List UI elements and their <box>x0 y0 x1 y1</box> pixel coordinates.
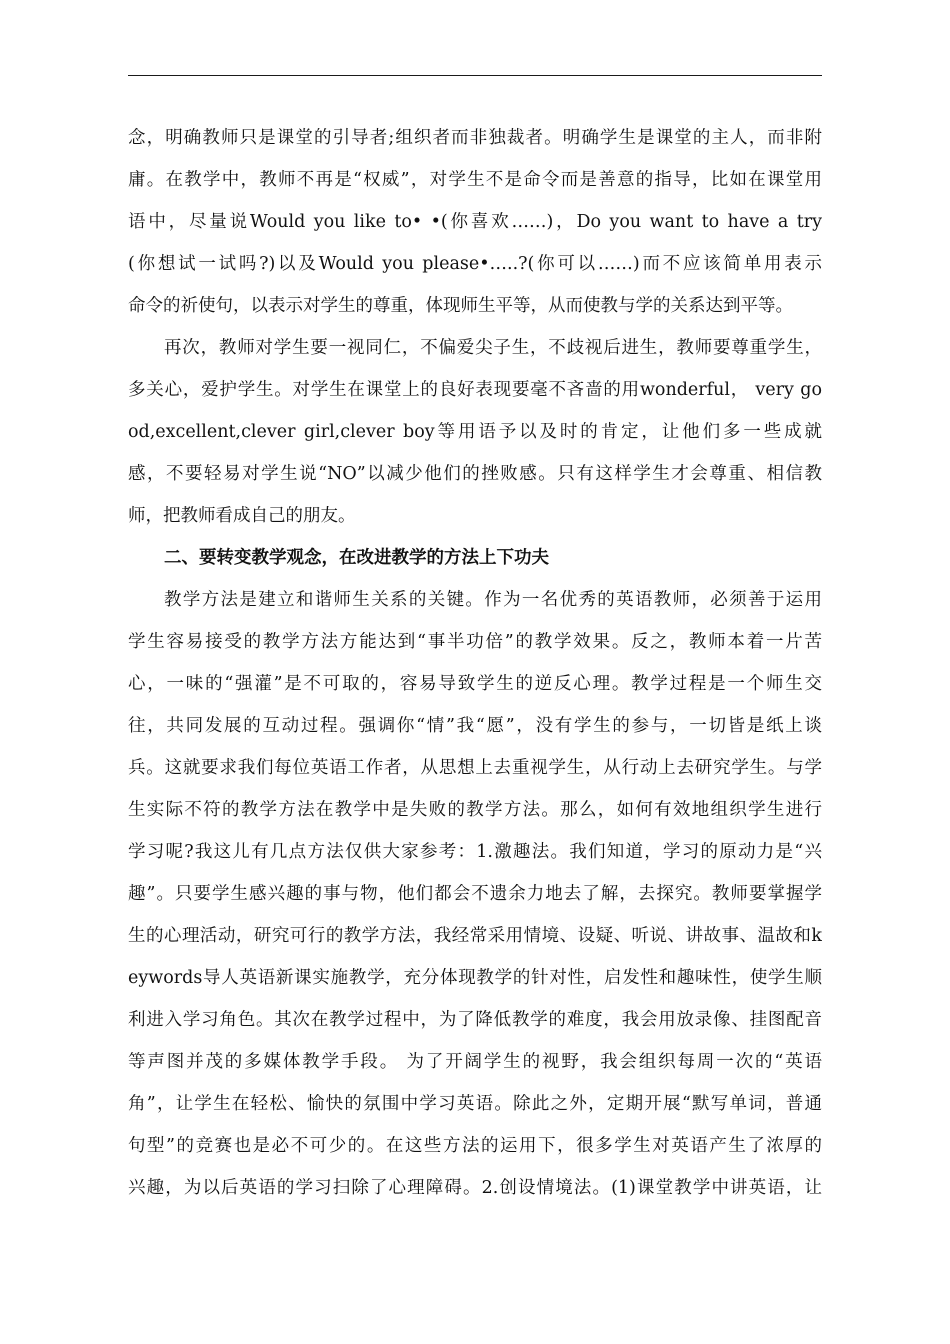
text-line: 师，把教师看成自己的朋友。 <box>128 506 356 526</box>
section-heading <box>128 537 822 579</box>
paragraph-teaching-methods <box>128 579 822 1209</box>
header-rule <box>128 75 822 76</box>
text-line: 语中，尽量说Would you like to• •(你喜欢……)，Do you want to have a try <box>128 212 822 232</box>
text-line: 命令的祈使句，以表示对学生的尊重，体现师生平等，从而使教与学的关系达到平等。 <box>128 296 793 316</box>
text-line: od,excellent,clever girl,clever boy等用语予以及时的肯定，让他们多一些成就 <box>128 422 822 442</box>
text-line: 感，不要轻易对学生说“NO”以减少他们的挫败感。只有这样学生才会尊重、相信教 <box>128 464 822 484</box>
text-line: (你想试一试吗?)以及Would you please•…..?(你可以……)而不应该简单用表示 <box>128 254 822 274</box>
paragraph-teacher-role <box>128 117 822 327</box>
text-line: 兵。这就要求我们每位英语工作者，从思想上去重视学生，从行动上去研究学生。与学 <box>128 758 822 778</box>
document-body <box>128 117 822 1209</box>
text-line: 趣”。只要学生感兴趣的事与物，他们都会不遗余力地去了解，去探究。教师要掌握学 <box>128 884 822 904</box>
text-line: 学生容易接受的教学方法方能达到“事半功倍”的教学效果。反之，教师本着一片苦 <box>128 632 822 652</box>
text-line: 角”，让学生在轻松、愉快的氛围中学习英语。除此之外，定期开展“默写单词，普通 <box>128 1094 822 1114</box>
text-line: 念，明确教师只是课堂的引导者;组织者而非独裁者。明确学生是课堂的主人，而非附 <box>128 128 822 148</box>
text-line: 学习呢?我这儿有几点方法仅供大家参考：1.激趣法。我们知道，学习的原动力是“兴 <box>128 842 822 862</box>
text-line: 再次，教师对学生要一视同仁，不偏爱尖子生，不歧视后进生，教师要尊重学生， <box>164 338 822 358</box>
text-line: 往，共同发展的互动过程。强调你“情”我“愿”，没有学生的参与，一切皆是纸上谈 <box>128 716 822 736</box>
text-line: 句型”的竞赛也是必不可少的。在这些方法的运用下，很多学生对英语产生了浓厚的 <box>128 1136 822 1156</box>
text-line: 多关心，爱护学生。对学生在课堂上的良好表现要毫不吝啬的用wonderful， very go <box>128 380 822 400</box>
text-line: 生实际不符的教学方法在教学中是失败的教学方法。那么，如何有效地组织学生进行 <box>128 800 822 820</box>
text-line: 兴趣，为以后英语的学习扫除了心理障碍。2.创设情境法。(1)课堂教学中讲英语，让 <box>128 1178 822 1198</box>
section-heading-text: 二、要转变教学观念，在改进教学的方法上下功夫 <box>164 548 549 568</box>
paragraph-equal-treatment <box>128 327 822 537</box>
text-line: 心，一味的“强灌”是不可取的，容易导致学生的逆反心理。教学过程是一个师生交 <box>128 674 822 694</box>
text-line: 利进入学习角色。其次在教学过程中，为了降低教学的难度，我会用放录像、挂图配音 <box>128 1010 822 1030</box>
text-line: 等声图并茂的多媒体教学手段。 为了开阔学生的视野，我会组织每周一次的“英语 <box>128 1052 822 1072</box>
text-line: 教学方法是建立和谐师生关系的关键。作为一名优秀的英语教师，必须善于运用 <box>164 590 822 610</box>
text-line: 庸。在教学中，教师不再是“权威”，对学生不是命令而是善意的指导，比如在课堂用 <box>128 170 822 190</box>
text-line: 生的心理活动，研究可行的教学方法，我经常采用情境、设疑、听说、讲故事、温故和k <box>128 926 822 946</box>
text-line: eywords导人英语新课实施教学，充分体现教学的针对性，启发性和趣味性，使学生顺 <box>128 968 822 988</box>
